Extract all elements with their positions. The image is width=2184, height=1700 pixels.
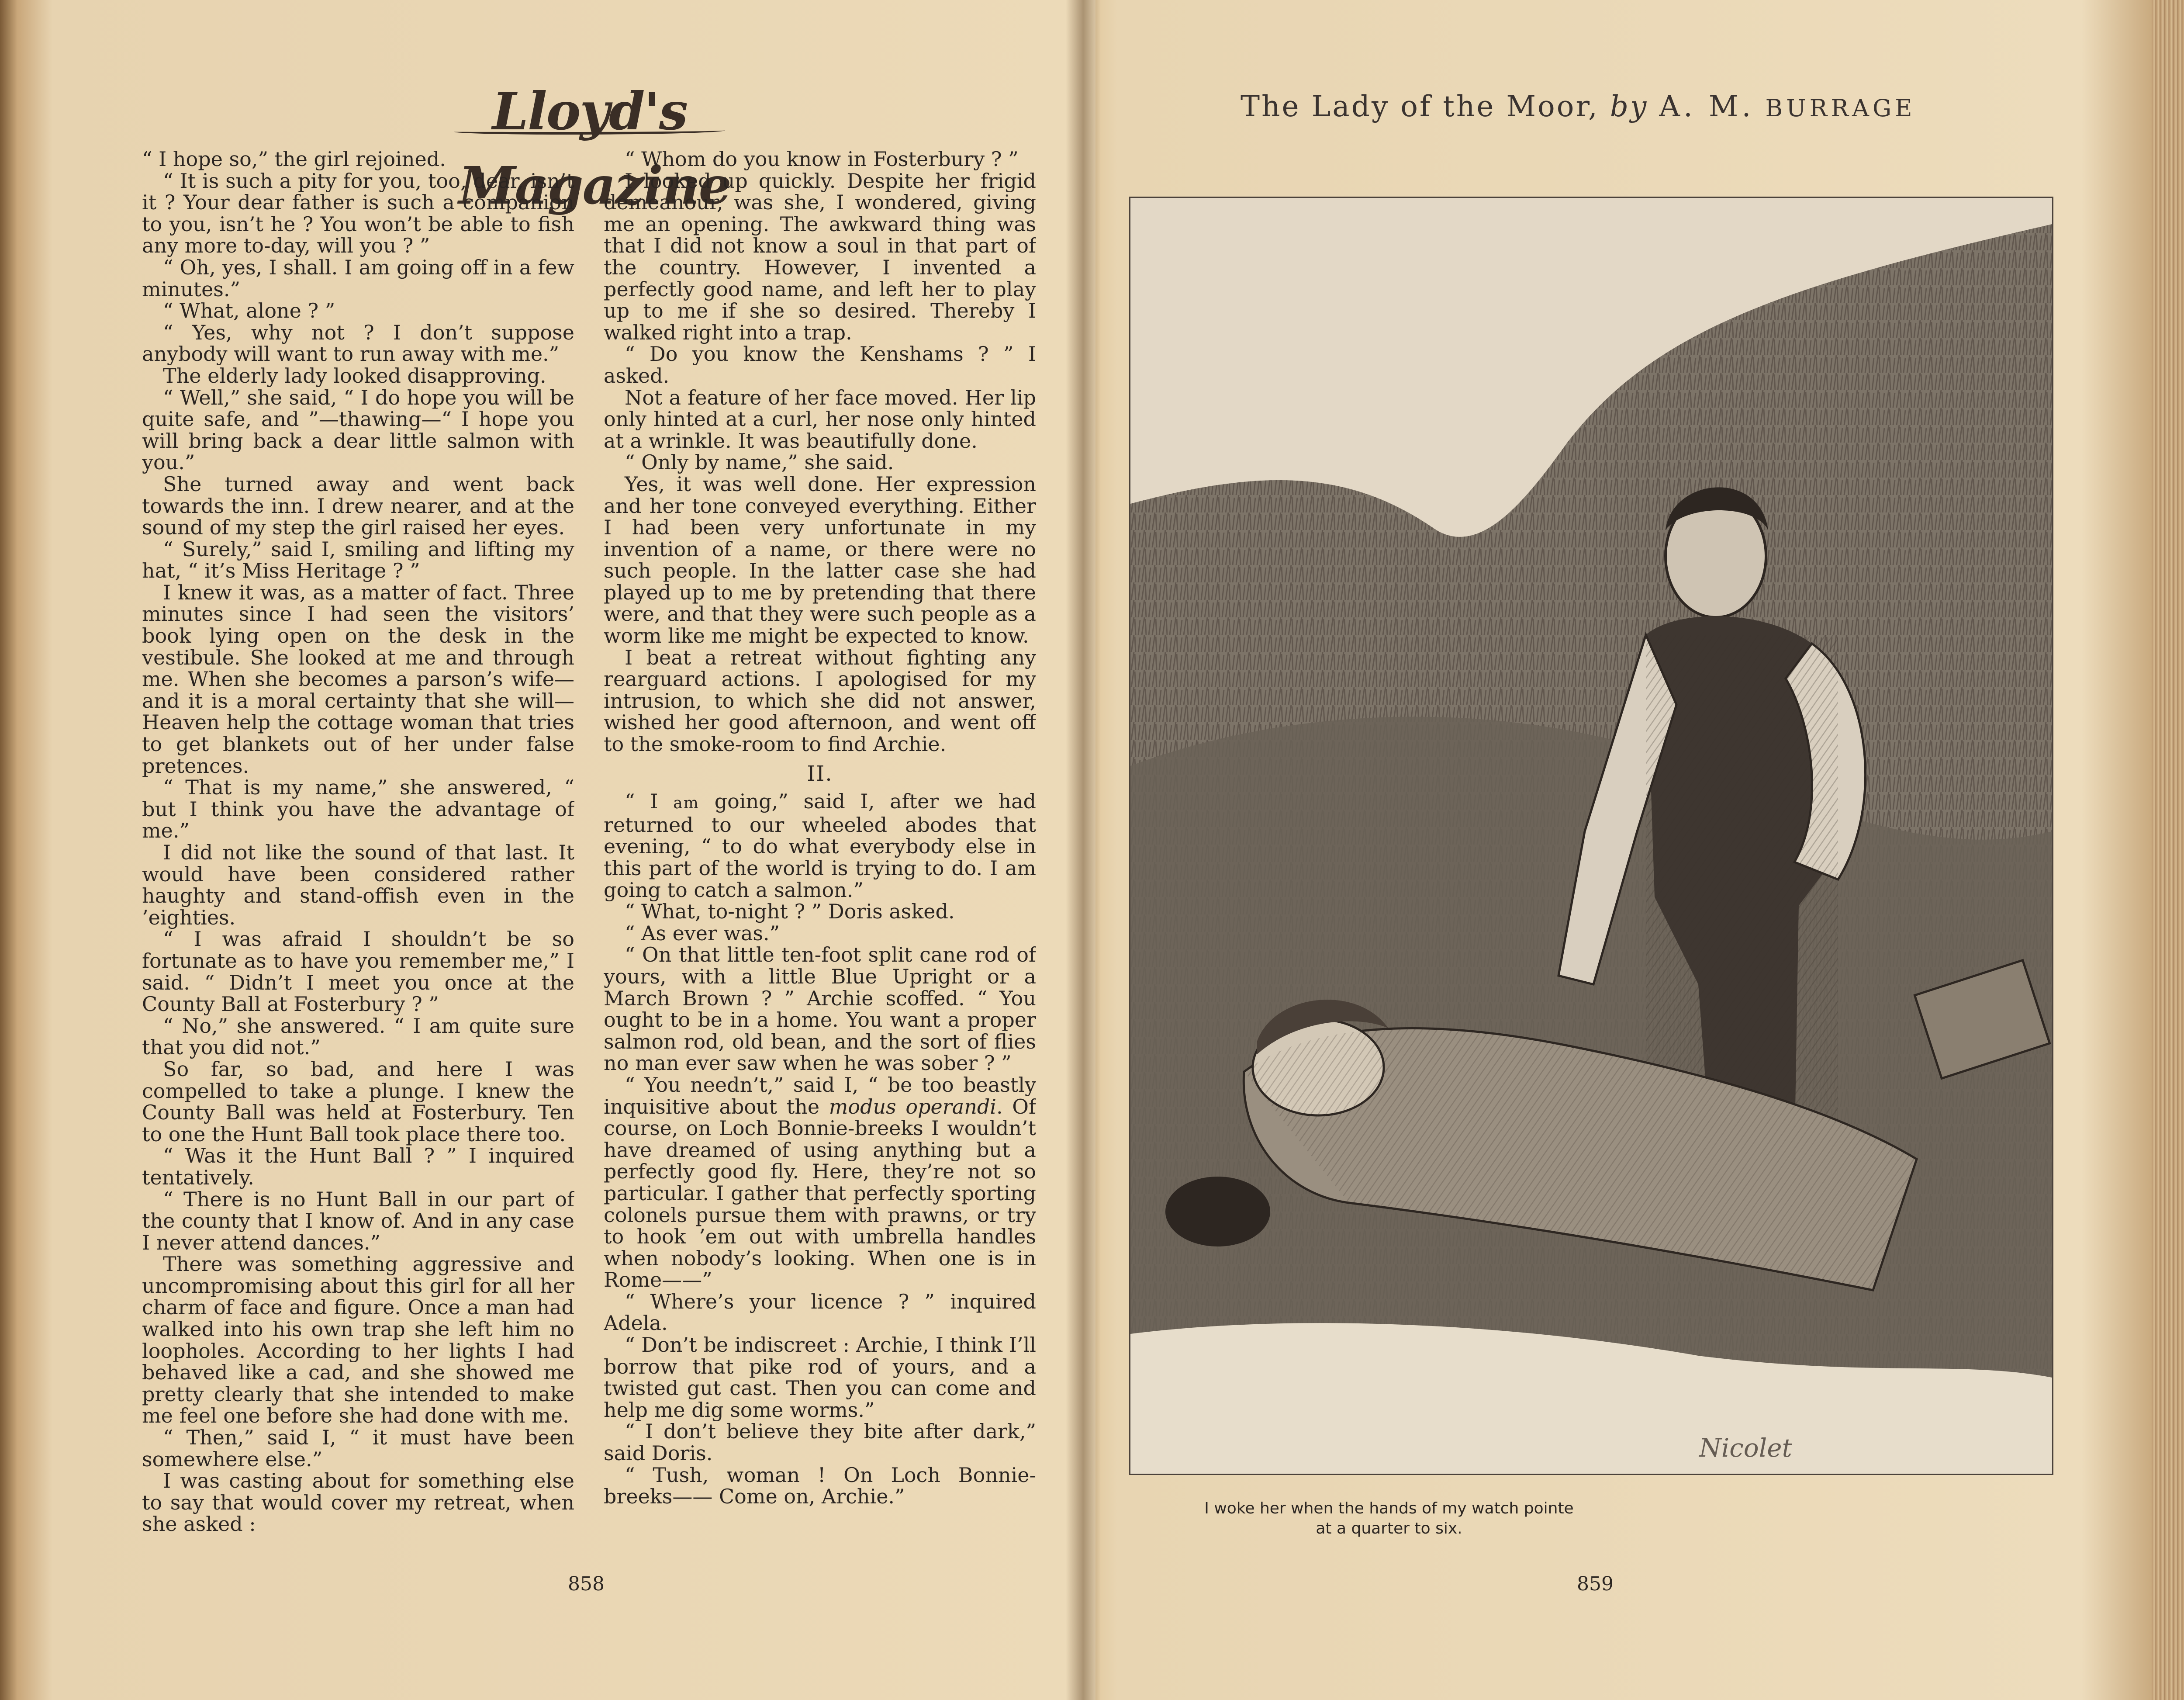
paragraph: She turned away and went back towards the inn. I drew nearer, and at the sound of my step the girl raised her eyes. [142,472,574,540]
paragraph: Yes, it was well done. Her expression and her tone conveyed everything. Either I had been very unfortunate in my invention of a name, or there were no such people. In the latter case she had played up to me by pretending that there were, and that they were such people as a worm like me might be expected to know. [604,472,1036,648]
page-number-right: 859 [1577,1573,1614,1595]
caption-line: at a quarter to six. [1316,1520,1462,1537]
paragraph: “ Whom do you know in Fosterbury ? ” [625,149,1019,171]
caption-line: I woke her when the hands of my watch pointe [1204,1499,1574,1517]
paragraph: “ Then,” said I, “ it must have been somewhere else.” [142,1426,574,1471]
paragraph: “ What, alone ? ” [163,299,335,323]
paragraph: I knew it was, as a matter of fact. Three minutes since I had seen the visitors’ book lying open on the desk in the vestibule. She looked at me and through me. When she becomes a parson’s wife—and it is a moral certainty that she will—Heaven help the cottage woman that tries to get blankets out of her under false pretences. [142,580,574,778]
small-caps-word: am [673,794,699,813]
text-span: “ I [625,789,674,814]
author-initials: A. M. [1659,90,1755,123]
byline-by: by [1610,90,1648,123]
binding-gutter [1066,0,1101,1700]
paragraph: “ Surely,” said I, smiling and lifting my hat, “ it’s Miss Heritage ? ” [142,537,574,583]
paragraph: “ That is my name,” she answered, “ but I think you have the advantage of me.” [142,776,574,843]
paragraph: “ Was it the Hunt Ball ? ” I inquired tentatively. [142,1144,574,1189]
paragraph: “ I hope so,” the girl rejoined. [142,149,446,171]
author-surname: BURRAGE [1765,94,1916,122]
text-span: . Of course, on Loch Bonnie-breeks I wouldn’t have dreamed of using anything but a perfectly good fly. Here, they’re not so particular. I gather that perfectly sporting colonels pursue them with prawns, or try to hook ’em out with umbrella handles when nobody’s looking. When one is in Rome——” [604,1094,1036,1292]
page-edges [2152,0,2184,1700]
paragraph: Not a feature of her face moved. Her lip only hinted at a curl, her nose only hinted at a wrinkle. It was beautifully done. [604,385,1036,453]
paragraph [604,1074,1036,1291]
paragraph: I did not like the sound of that last. It would have been considered rather haughty and stand-offish even in the ’eighties. [142,841,574,929]
paragraph: I was casting about for something else to say that would cover my retreat, when she asked : [142,1469,574,1536]
left-column-2 [604,149,1036,1586]
illustration-drawing [1130,198,2052,1474]
illustration [1129,197,2053,1475]
artist-signature: Nicolet [1699,1433,1792,1463]
paragraph: “ On that little ten-foot split cane rod of yours, with a little Blue Upright or a March Brown ? ” Archie scoffed. “ You ought to be in a home. You want a proper salmon rod, old bean, and the sort of flies no man ever saw when he was sober ? ” [604,943,1036,1075]
paragraph: “ It is such a pity for you, too, dear, isn’t it ? Your dear father is such a companion to you, isn’t he ? You won’t be able to fish any more to-day, will you ? ” [142,169,574,258]
paragraph: There was something aggressive and uncompromising about this girl for all her charm of face and figure. Once a man had walked into his own trap she left him no loopholes. According to her lights I had behaved like a cad, and she showed me pretty clearly that she intended to make me feel one before she had done with me. [142,1252,574,1428]
section-heading: II. [807,761,833,786]
paragraph: “ No,” she answered. “ I am quite sure that you did not.” [142,1014,574,1059]
page-number-left: 858 [568,1573,605,1595]
paragraph: “ I don’t believe they bite after dark,” said Doris. [604,1420,1036,1465]
text-span: going,” said I, after we had returned to our wheeled abodes that evening, “ to do what everybody else in this part of the world is trying to do. I am going to catch a salmon.” [604,789,1036,902]
paragraph: “ What, to-night ? ” Doris asked. [625,900,955,924]
paragraph: I looked up quickly. Despite her frigid demeanour, was she, I wondered, giving me an opening. The awkward thing was that I did not know a soul in that part of the country. However, I invented a perfectly good name, and left her to play up to me if she so desired. Thereby I walked right into a trap. [604,169,1036,344]
italic-phrase: modus operandi [829,1094,996,1118]
story-title: The Lady of the Moor, [1241,90,1599,123]
paragraph: “ As ever was.” [625,921,780,945]
illustration-caption [1171,1499,1607,1539]
text-span: “ You needn’t,” said I, “ be too beastly inquisitive about the [604,1073,1036,1118]
paragraph: “ There is no Hunt Ball in our part of the county that I know of. And in any case I never attend dances.” [142,1187,574,1254]
paragraph: So far, so bad, and here I was compelled to take a plunge. I knew the County Ball was held at Fosterbury. Ten to one the Hunt Ball took place there too. [142,1057,574,1146]
paragraph: “ Do you know the Kenshams ? ” I asked. [604,342,1036,388]
magazine-logo: Lloyd's Magazine [459,81,731,216]
paragraph: “ I was afraid I shouldn’t be so fortunate as to have you remember me,” I said. “ Didn’t I meet you once at the County Ball at Fosterbury ? ” [142,927,574,1016]
paragraph: “ Well,” she said, “ I do hope you will be quite safe, and ”—thawing—“ I hope you will bring back a dear little salmon with you.” [142,385,574,474]
paragraph: The elderly lady looked disapproving. [163,364,546,388]
paragraph: “ Don’t be indiscreet : Archie, I think I’ll borrow that pike rod of yours, and a twisted gut cast. Then you can come and help me dig some worms.” [604,1333,1036,1422]
paragraph: “ Only by name,” she said. [625,450,894,474]
paragraph: I beat a retreat without fighting any rearguard actions. I apologised for my intrusion, to which she did not answer, wished her good afternoon, and went off to the smoke-room to find Archie. [604,645,1036,756]
paragraph: “ Oh, yes, I shall. I am going off in a few minutes.” [142,255,574,301]
running-head [1241,90,1983,133]
paragraph: “ Where’s your licence ? ” inquired Adela. [604,1289,1036,1335]
paragraph: “ Yes, why not ? I don’t suppose anybody will want to run away with me.” [142,320,574,366]
paragraph [604,791,1036,901]
paragraph: “ Tush, woman ! On Loch Bonnie-breeks—— Come on, Archie.” [604,1463,1036,1509]
left-column-1 [142,149,574,1586]
